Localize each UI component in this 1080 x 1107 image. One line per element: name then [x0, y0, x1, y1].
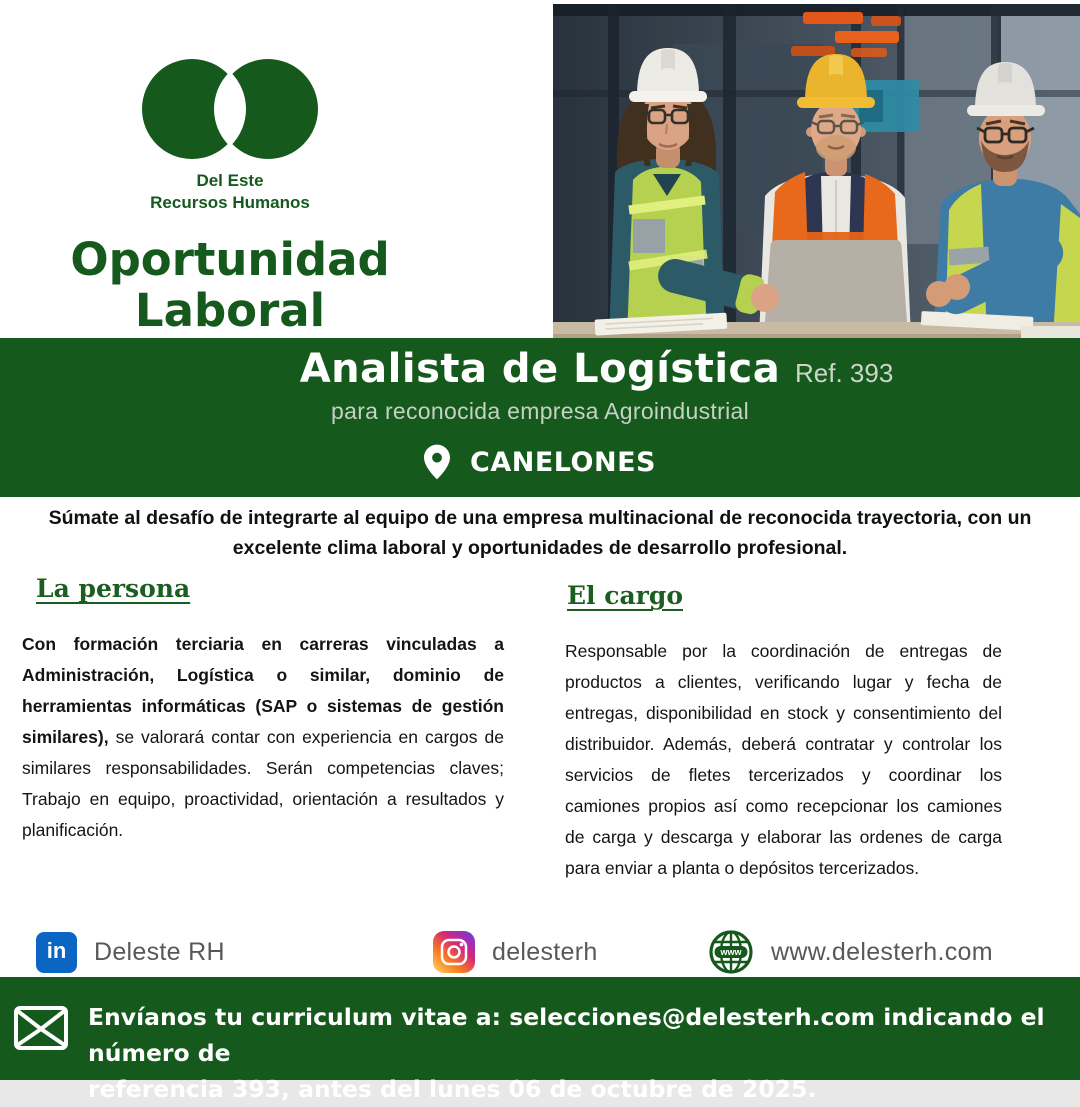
del-este-logo-icon — [140, 54, 320, 164]
linkedin-item[interactable] — [36, 924, 225, 980]
team-photo-illustration — [553, 4, 1080, 338]
instagram-label: delesterh — [492, 937, 598, 966]
headline-line1: Oportunidad — [70, 233, 390, 287]
instagram-item[interactable] — [433, 924, 598, 980]
job-title: Analista de Logística — [299, 346, 781, 392]
cargo-heading: El cargo — [567, 581, 684, 610]
job-reference: Ref. 393 — [795, 358, 894, 388]
location-pin-icon — [424, 444, 450, 480]
globe-www-text: www — [720, 947, 742, 958]
team-photo — [553, 4, 1080, 338]
linkedin-icon: in — [36, 932, 77, 973]
cargo-paragraph: Responsable por la coordinación de entregas de productos a clientes, verificando lugar y fecha de entregas, disponibilidad en stock y consentimiento del distribuidor. Además, deberá contratar y controlar los servicios de fletes tercerizados y coordinar los camiones propios así como recepcionar los camiones de carga y descarga y elaborar las ordenes de carga para enviar a planta o depósitos tercerizados. — [565, 641, 1002, 878]
location-label: CANELONES — [470, 446, 656, 478]
website-label: www.delesterh.com — [771, 937, 993, 966]
headline — [5, 235, 455, 336]
globe-www-icon — [708, 929, 754, 975]
job-subtitle: para reconocida empresa Agroindustrial — [331, 398, 749, 424]
persona-paragraph — [22, 629, 504, 846]
location-row — [0, 438, 1080, 486]
headline-line2: Laboral — [134, 283, 326, 337]
job-banner — [0, 338, 1080, 497]
linkedin-label: Deleste RH — [94, 937, 225, 966]
section-cargo — [565, 581, 1002, 884]
logo-subtitle: Recursos Humanos — [150, 193, 310, 213]
cta-text — [88, 999, 1048, 1107]
instagram-icon — [433, 931, 475, 973]
cta-line-1: Envíanos tu curriculum vitae a: selecciones@delesterh.com indicando el número de — [88, 1003, 1045, 1067]
cta-line-2: referencia 393, antes del lunes 06 de octubre de 2025. — [88, 1075, 817, 1103]
logo-title: Del Este — [196, 171, 264, 190]
section-persona — [22, 574, 504, 846]
social-row — [0, 924, 1080, 980]
brand-block — [5, 0, 455, 336]
envelope-icon — [13, 1002, 69, 1054]
persona-bold-text: Con formación terciaria en carreras vinculadas a Administración, Logística o similar, dominio de herramientas informáticas (SAP o sistemas de gestión similares), — [22, 634, 504, 747]
persona-heading: La persona — [36, 574, 191, 603]
cta-bar — [0, 977, 1080, 1103]
laptop — [765, 240, 907, 326]
intro-text: Súmate al desafío de integrarte al equipo de una empresa multinacional de reconocida trayectoria, con un excelente clima laboral y oportunidades de desarrollo profesional. — [48, 507, 1032, 560]
persona-regular-text: se valorará contar con experiencia en cargos de similares responsabilidades. Serán competencias claves; Trabajo en equipo, proactividad, orientación a resultados y planificación. — [22, 727, 504, 840]
website-item[interactable] — [708, 924, 993, 980]
